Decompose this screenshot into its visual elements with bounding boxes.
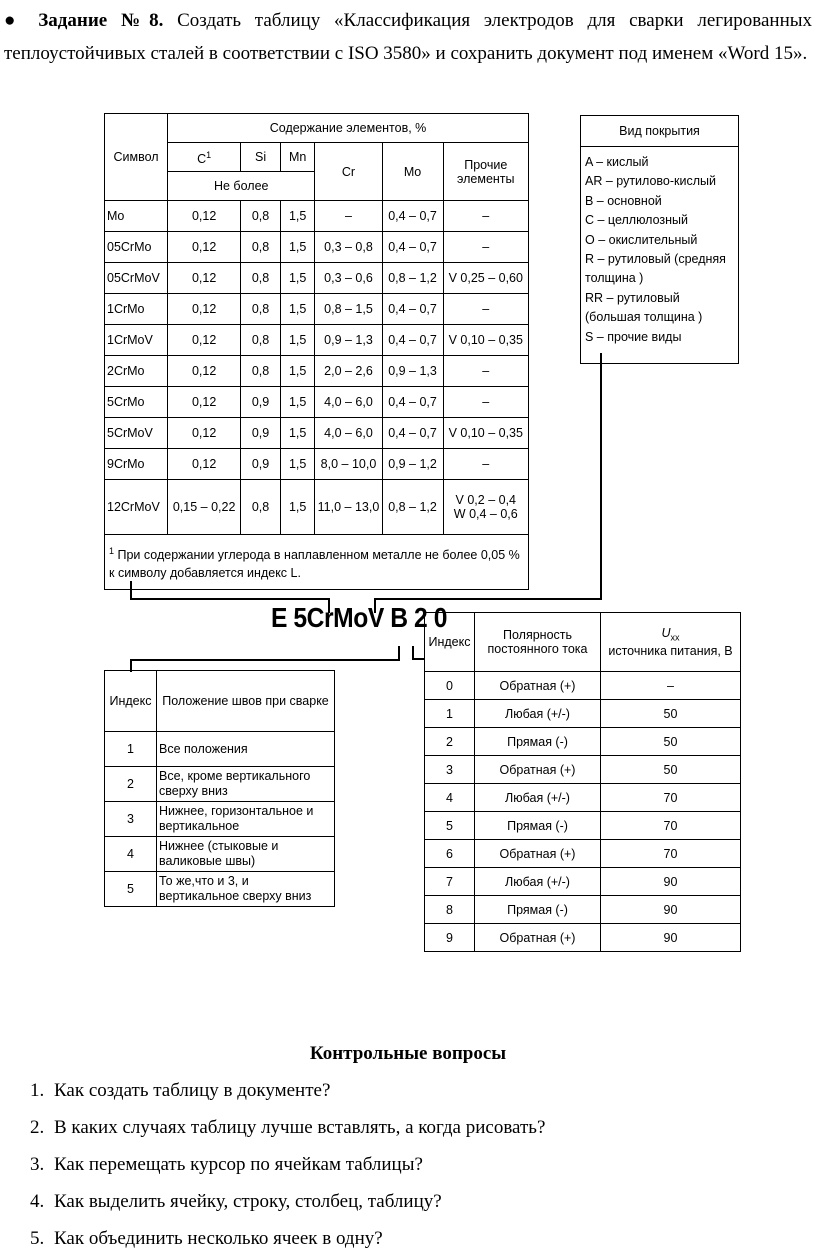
table-row: 2CrMo 0,12 0,8 1,5 2,0 – 2,6 0,9 – 1,3 – (105, 356, 529, 387)
connector-line (130, 598, 330, 600)
task-label: Задание №8. (38, 10, 164, 31)
table-row: 0 Обратная (+) – (425, 672, 741, 700)
cover-header: Вид покрытия (581, 116, 739, 147)
cover-item: B – основной (585, 193, 662, 208)
table-row: 5CrMoV 0,12 0,9 1,5 4,0 – 6,0 0,4 – 0,7 V 0,10 – 0,35 (105, 418, 529, 449)
cover-type-table (580, 115, 739, 364)
header-mn: Mn (280, 143, 315, 172)
question-item: 3. Как перемещать курсор по ячейкам таблицы? (30, 1154, 423, 1175)
pol-header-index: Индекс (425, 613, 475, 672)
question-item: 2. В каких случаях таблицу лучше вставлять, а когда рисовать? (30, 1117, 546, 1138)
table-row: 5CrMo 0,12 0,9 1,5 4,0 – 6,0 0,4 – 0,7 – (105, 387, 529, 418)
cover-item: толщина ) (585, 271, 644, 286)
bullet: ● (4, 10, 25, 31)
cover-item: A – кислый (585, 155, 649, 169)
pol-header-polarity: Полярность постоянного тока (475, 613, 601, 672)
cover-item: AR – рутилово-кислый (585, 174, 716, 189)
header-other: Прочие элементы (443, 143, 528, 201)
table-row: 1CrMo 0,12 0,8 1,5 0,8 – 1,5 0,4 – 0,7 – (105, 294, 529, 325)
table-row: 05CrMoV 0,12 0,8 1,5 0,3 – 0,6 0,8 – 1,2 V 0,25 – 0,60 (105, 263, 529, 294)
cover-item: C – целлюлозный (585, 213, 689, 228)
header-symbol: Символ (105, 114, 168, 201)
pos-header-position: Положение швов при сварке (157, 671, 335, 732)
table-row: 05CrMo 0,12 0,8 1,5 0,3 – 0,8 0,4 – 0,7 – (105, 232, 529, 263)
table-row: 3 Нижнее, горизонтальное и вертикальное (105, 802, 335, 837)
table-row: 2 Прямая (-) 50 (425, 728, 741, 756)
header-not-more: Не более (168, 172, 315, 201)
table-row: 9 Обратная (+) 90 (425, 924, 741, 952)
connector-line (130, 659, 400, 661)
question-item: 5. Как объединить несколько ячеек в одну? (30, 1228, 383, 1249)
footnote: $^1$ При содержании углерода в наплавленном металле не более 0,05 % к символу добавляется индекс L. (105, 535, 529, 590)
question-item: 4. Как выделить ячейку, строку, столбец, таблицу? (30, 1191, 442, 1212)
questions-title: Контрольные вопросы (309, 1043, 507, 1064)
electrode-code: E 5CrMoV B 2 0 (271, 602, 447, 633)
table-row: 1 Все положения (105, 732, 335, 767)
cover-item: O – окислительный (585, 232, 698, 247)
table-row: 4 Нижнее (стыковые и валиковые швы) (105, 837, 335, 872)
table-row: 7 Любая (+/-) 90 (425, 868, 741, 896)
header-c: $C^1$ (168, 143, 241, 172)
table-row: Mo 0,12 0,8 1,5 – 0,4 – 0,7 – (105, 201, 529, 232)
header-si: Si (241, 143, 281, 172)
table-row: 1CrMoV 0,12 0,8 1,5 0,9 – 1,3 0,4 – 0,7 V 0,10 – 0,35 (105, 325, 529, 356)
cover-item: (большая толщина ) (585, 310, 703, 325)
table-row: 12CrMoV 0,15 – 0,22 0,8 1,5 11,0 – 13,0 0,8 – 1,2 V 0,2 – 0,4 W 0,4 – 0,6 (105, 480, 529, 535)
header-mo: Mo (382, 143, 443, 201)
composition-table (104, 113, 529, 590)
pol-header-voltage: $U_{xx}$ источника питания, В (601, 613, 741, 672)
table-row: 1 Любая (+/-) 50 (425, 700, 741, 728)
connector-line (398, 646, 400, 661)
table-row: 3 Обратная (+) 50 (425, 756, 741, 784)
table-row: 5 Прямая (-) 70 (425, 812, 741, 840)
task-paragraph (4, 4, 812, 70)
task-text: Создать таблицу «Классификация электродов для сварки легированных теплоустойчивых сталей в соответствии с ISO 3580» и сохранить документ под именем «Word 15». (4, 10, 812, 64)
table-row: 4 Любая (+/-) 70 (425, 784, 741, 812)
header-content: Содержание элементов, % (168, 114, 529, 143)
cover-list (581, 147, 739, 364)
question-item: 1. Как создать таблицу в документе? (30, 1080, 331, 1101)
table-row: 6 Обратная (+) 70 (425, 840, 741, 868)
table-row: 9CrMo 0,12 0,9 1,5 8,0 – 10,0 0,9 – 1,2 – (105, 449, 529, 480)
cover-item: RR – рутиловый (585, 290, 680, 305)
connector-line (600, 353, 602, 599)
pos-header-index: Индекс (105, 671, 157, 732)
cover-item: S – прочие виды (585, 329, 682, 344)
position-table (104, 670, 335, 907)
connector-line (374, 598, 602, 600)
table-row: 5 То же,что и 3, и вертикальное сверху вниз (105, 872, 335, 907)
table-row: 8 Прямая (-) 90 (425, 896, 741, 924)
header-cr: Cr (315, 143, 382, 201)
polarity-table (424, 612, 741, 952)
cover-item: R – рутиловый (средняя (585, 252, 726, 267)
table-row: 2 Все, кроме вертикального сверху вниз (105, 767, 335, 802)
